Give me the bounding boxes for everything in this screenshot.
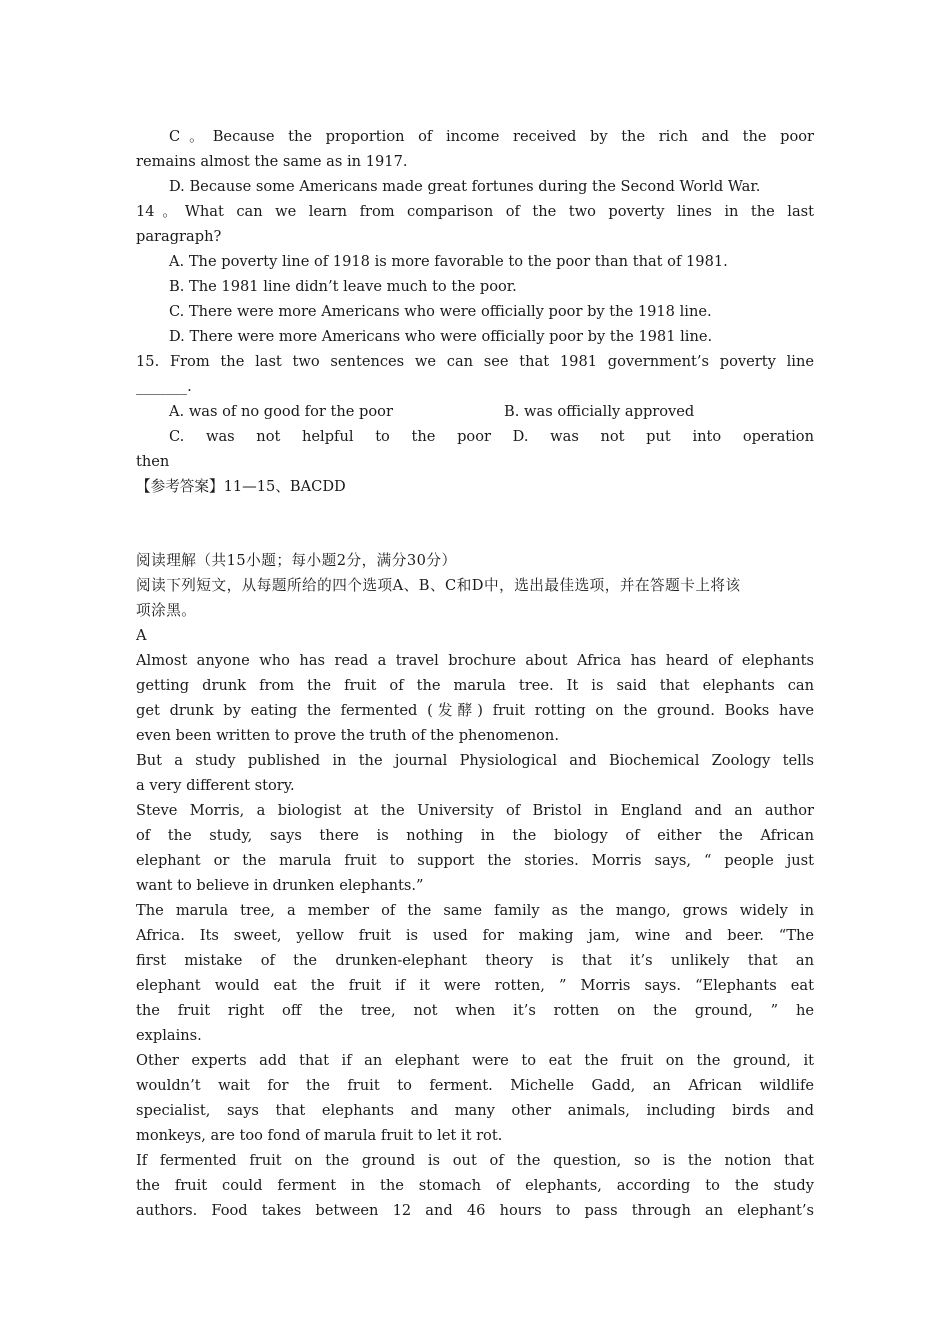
passage-line: Steve Morris, a biologist at the University of Bristol in England and an author — [136, 802, 814, 819]
passage-line: elephant or the marula fruit to support the stories. Morris says, “ people just — [136, 852, 814, 869]
document-body — [136, 124, 814, 1223]
passage-line: If fermented fruit on the ground is out of the question, so is the notion that — [136, 1152, 814, 1169]
passage-line: of the study, says there is nothing in the biology of either the African — [136, 827, 814, 844]
q13-option-c-line-2: remains almost the same as in 1917. — [136, 153, 408, 170]
passage-line: Other experts add that if an elephant were to eat the fruit on the ground, it — [136, 1052, 814, 1069]
section-instruction-line-2: 项涂黑。 — [136, 602, 197, 619]
q14-option-c: C. There were more Americans who were officially poor by the 1918 line. — [169, 303, 712, 320]
passage-line: get drunk by eating the fermented (发酵) fruit rotting on the ground. Books have — [136, 702, 814, 719]
q14-option-d: D. There were more Americans who were officially poor by the 1981 line. — [169, 328, 713, 345]
q15-option-a: A. was of no good for the poor — [169, 403, 393, 420]
passage-line: monkeys, are too fond of marula fruit to let it rot. — [136, 1127, 503, 1144]
passage-paragraph-2 — [136, 748, 814, 798]
q15-option-c: C. was not helpful to the poor — [169, 428, 491, 445]
q14-stem-line-1: 14。What can we learn from comparison of the two poverty lines in the last — [136, 203, 814, 220]
passage-paragraph-4 — [136, 898, 814, 1048]
passage-line: getting drunk from the fruit of the marula tree. It is said that elephants can — [136, 677, 814, 694]
passage-label: A — [136, 627, 147, 644]
q15-options-cd-row — [136, 424, 814, 449]
section-heading: 阅读理解（共15小题；每小题2分，满分30分） — [136, 552, 457, 569]
section-gap — [136, 499, 814, 548]
passage-line: the fruit could ferment in the stomach of elephants, according to the study — [136, 1177, 814, 1194]
q15-option-d-line-2: then — [136, 453, 170, 470]
passage-paragraph-3 — [136, 798, 814, 898]
q14-option-a: A. The poverty line of 1918 is more favorable to the poor than that of 1981. — [169, 253, 728, 270]
passage-line: first mistake of the drunken-elephant theory is that it’s unlikely that an — [136, 952, 814, 969]
passage-line: But a study published in the journal Physiological and Biochemical Zoology tells — [136, 752, 814, 769]
passage-line: explains. — [136, 1027, 202, 1044]
q14-stem-line-2: paragraph? — [136, 228, 222, 245]
passage-line: Almost anyone who has read a travel brochure about Africa has heard of elephants — [136, 652, 814, 669]
q15-option-d: D. was not put into operation — [512, 428, 814, 445]
passage-paragraph-5 — [136, 1048, 814, 1148]
answer-key: 【参考答案】11—15、BACDD — [136, 478, 346, 495]
passage-paragraph-6 — [136, 1148, 814, 1223]
passage-line: wouldn’t wait for the fruit to ferment. Michelle Gadd, an African wildlife — [136, 1077, 814, 1094]
passage-line: The marula tree, a member of the same family as the mango, grows widely in — [136, 902, 814, 919]
q13-option-d: D. Because some Americans made great fortunes during the Second World War. — [169, 178, 761, 195]
section-instruction-line-1: 阅读下列短文，从每题所给的四个选项A、B、C和D中，选出最佳选项，并在答题卡上将该 — [136, 577, 741, 594]
passage-line: the fruit right off the tree, not when it’s rotten on the ground, ” he — [136, 1002, 814, 1019]
q15-stem-line-2: _______. — [136, 378, 192, 395]
passage-paragraph-1 — [136, 648, 814, 748]
q14-option-b: B. The 1981 line didn’t leave much to the poor. — [169, 278, 517, 295]
passage-line: want to believe in drunken elephants.” — [136, 877, 424, 894]
passage-line: even been written to prove the truth of the phenomenon. — [136, 727, 559, 744]
q13-option-c-line-1: C。Because the proportion of income received by the rich and the poor — [169, 128, 814, 145]
q15-stem-line-1: 15. From the last two sentences we can see that 1981 government’s poverty line — [136, 353, 814, 370]
q15-options-ab-row — [136, 399, 814, 424]
passage-line: a very different story. — [136, 777, 295, 794]
q15-option-b: B. was officially approved — [504, 403, 695, 420]
passage-line: elephant would eat the fruit if it were rotten, ” Morris says. “Elephants eat — [136, 977, 814, 994]
passage-line: specialist, says that elephants and many other animals, including birds and — [136, 1102, 814, 1119]
passage-line: Africa. Its sweet, yellow fruit is used for making jam, wine and beer. “The — [136, 927, 814, 944]
passage-line: authors. Food takes between 12 and 46 hours to pass through an elephant’s — [136, 1202, 814, 1219]
